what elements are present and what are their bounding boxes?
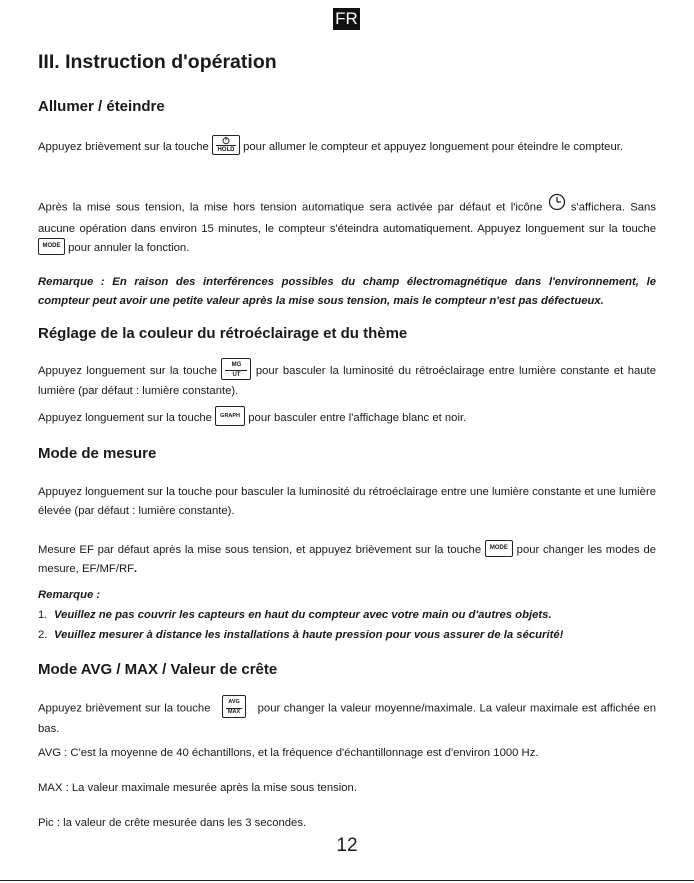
mode-key-icon: MODE [485,540,513,557]
remark-item: 2. Veuillez mesurer à distance les installations à haute pression pour vous assurer de la sécurité! [38,629,564,641]
avg-max-paragraph: Appuyez brièvement sur la touche AVG MAX pour changer la valeur moyenne/maximale. La valeur maximale est affichée en bas. [38,697,656,739]
section-heading-power: Allumer / éteindre [38,98,165,115]
clock-icon [548,193,566,218]
measure-ef-paragraph: Mesure EF par défaut après la mise sous tension, et appuyez brièvement sur la touche MODE pour changer les modes de mesure, EF/MF/RF. [38,541,656,579]
peak-definition: Pic : la valeur de crête mesurée dans les 3 secondes. [38,817,307,829]
theme-paragraph: Appuyez longuement sur la touche GRAPH pour basculer entre l'affichage blanc et noir. [38,408,656,428]
auto-off-paragraph: Après la mise sous tension, la mise hors tension automatique sera activée par défaut et l'icône s'affichera. Sans aucune opération dans environ 15 minutes, le compteur s'éteindra automatiquement. Appuyez longuement sur la touche MODE pour annuler la fonction. [38,195,656,258]
remark-item: 1. Veuillez ne pas couvrir les capteurs en haut du compteur avec votre main ou d'autres objets. [38,609,552,621]
power-paragraph: Appuyez brièvement sur la touche HOLD pour allumer le compteur et appuyez longuement pour éteindre le compteur. [38,137,656,157]
section-heading-avg-max: Mode AVG / MAX / Valeur de crête [38,661,278,678]
page-number: 12 [336,835,358,856]
remark-label: Remarque : [38,589,101,601]
power-hold-key-icon: HOLD [212,135,240,155]
section-heading-measure-mode: Mode de mesure [38,445,157,462]
graph-key-icon: GRAPH [215,406,245,426]
measure-mode-paragraph: Appuyez longuement sur la touche pour basculer la luminosité du rétroéclairage entre une lumière constante et une lumière élevée (par défaut : lumière constante). [38,486,656,517]
avg-max-key-icon: AVG MAX [222,695,246,718]
footer-rule [0,880,694,881]
avg-definition: AVG : C'est la moyenne de 40 échantillons, et la fréquence d'échantillonnage est d'environ 1000 Hz. [38,747,539,759]
section-heading-backlight: Réglage de la couleur du rétroéclairage et du thème [38,325,408,342]
backlight-paragraph: Appuyez longuement sur la touche $\frac{MG}{UT}$ pour basculer la luminosité du rétroéclairage entre lumière constante et haute lumière (par défaut : lumière constante). [38,360,656,401]
mg-ut-key-icon: $\frac{MG}{UT}$ [221,358,251,380]
mode-key-icon: MODE [38,238,65,255]
language-badge: FR [333,8,360,30]
remark-emf: Remarque : En raison des interférences possibles du champ électromagnétique dans l'environnement, le compteur peut avoir une petite valeur après la mise sous tension, mais le compteur n'est pas défectueux. [38,276,656,307]
page-title: III. Instruction d'opération [38,51,277,73]
max-definition: MAX : La valeur maximale mesurée après la mise sous tension. [38,782,357,794]
